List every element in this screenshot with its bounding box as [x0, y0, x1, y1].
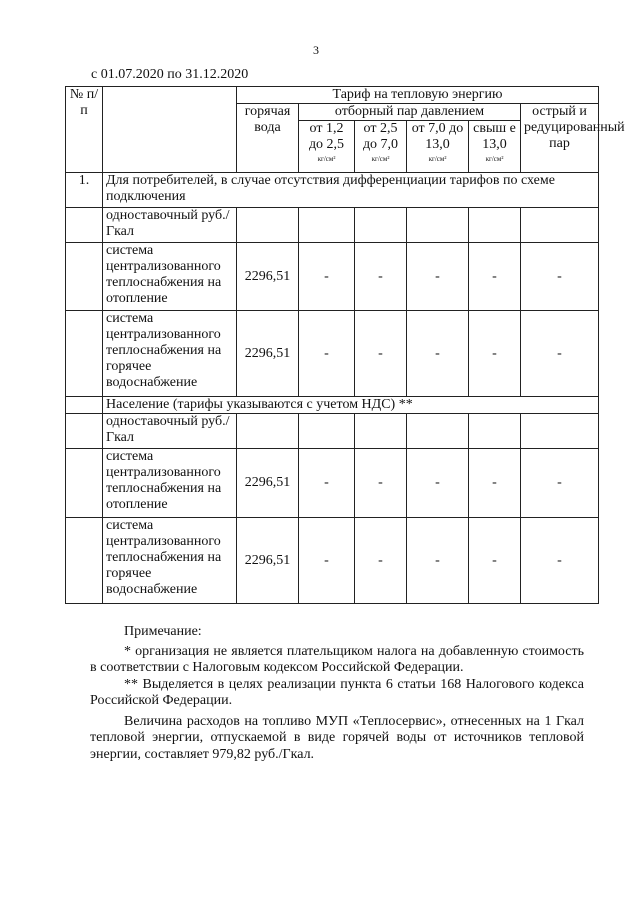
header-tariff: Тариф на тепловую энергию	[237, 87, 599, 104]
page-number: 3	[313, 43, 319, 57]
row-dash: -	[469, 449, 521, 518]
section2-title: Население (тарифы указываются с учетом НДС) **	[103, 397, 599, 414]
row-dash: -	[407, 518, 469, 604]
row-dash: -	[355, 449, 407, 518]
row-value: 2296,51	[237, 243, 299, 311]
header-blank	[103, 87, 237, 173]
row-dash: -	[407, 243, 469, 311]
header-hot-water: горячая вода	[237, 104, 299, 173]
row-label: система централизованного теплоснабжения на горячее водоснабжение	[103, 518, 237, 604]
table-row	[66, 518, 599, 604]
table-row	[66, 311, 599, 397]
section1-title: Для потребителей, в случае отсутствия дифференциации тарифов по схеме подключения	[103, 173, 599, 208]
row-label: система централизованного теплоснабжения на отопление	[103, 243, 237, 311]
row-dash: -	[469, 311, 521, 397]
table-row	[66, 243, 599, 311]
row-dash: -	[521, 518, 599, 604]
row-value: 2296,51	[237, 311, 299, 397]
row-dash: -	[521, 311, 599, 397]
header-sharp-steam: острый и редуцированный пар	[521, 104, 599, 173]
row-dash: -	[355, 243, 407, 311]
tariff-table	[65, 86, 625, 604]
row-label: система централизованного теплоснабжения на горячее водоснабжение	[103, 311, 237, 397]
notes-block	[90, 624, 584, 763]
header-pressure-3: от 7,0 до 13,0 кг/см²	[407, 121, 469, 173]
row-label: система централизованного теплоснабжения на отопление	[103, 449, 237, 518]
row-dash: -	[469, 243, 521, 311]
header-pressure-2: от 2,5 до 7,0 кг/см²	[355, 121, 407, 173]
header-num: № п/п	[66, 87, 103, 173]
row-dash: -	[299, 449, 355, 518]
note-1: * организация не является плательщиком налога на добавленную стоимость в соответствии с Налоговым кодексом Российской Федерации.	[90, 643, 584, 675]
section1-num: 1.	[66, 173, 103, 208]
row-dash: -	[469, 518, 521, 604]
row-dash: -	[299, 518, 355, 604]
row-dash: -	[299, 311, 355, 397]
row-dash: -	[355, 518, 407, 604]
section1-single-rate: одноставочный руб./Гкал	[103, 208, 237, 243]
notes-heading: Примечание:	[124, 624, 202, 639]
section2-single-rate: одноставочный руб./Гкал	[103, 414, 237, 449]
period-label: с 01.07.2020 по 31.12.2020	[91, 67, 249, 82]
note-2: ** Выделяется в целях реализации пункта 6 статьи 168 Налогового кодекса Российской Федерации.	[90, 676, 584, 708]
fuel-cost-note: Величина расходов на топливо МУП «Теплосервис», отнесенных на 1 Гкал тепловой энергии, отпускаемой в виде горячей воды от источников тепловой энергии, составляет 979,82 руб./Гкал.	[90, 713, 584, 762]
header-pressure-4: свыш е 13,0 кг/см²	[469, 121, 521, 173]
header-pressure-1: от 1,2 до 2,5 кг/см²	[299, 121, 355, 173]
row-dash: -	[355, 311, 407, 397]
row-dash: -	[521, 243, 599, 311]
row-dash: -	[299, 243, 355, 311]
header-steam-group: отборный пар давлением	[299, 104, 521, 121]
row-dash: -	[521, 449, 599, 518]
row-dash: -	[407, 449, 469, 518]
row-dash: -	[407, 311, 469, 397]
row-value: 2296,51	[237, 449, 299, 518]
row-value: 2296,51	[237, 518, 299, 604]
table-row	[66, 449, 599, 518]
